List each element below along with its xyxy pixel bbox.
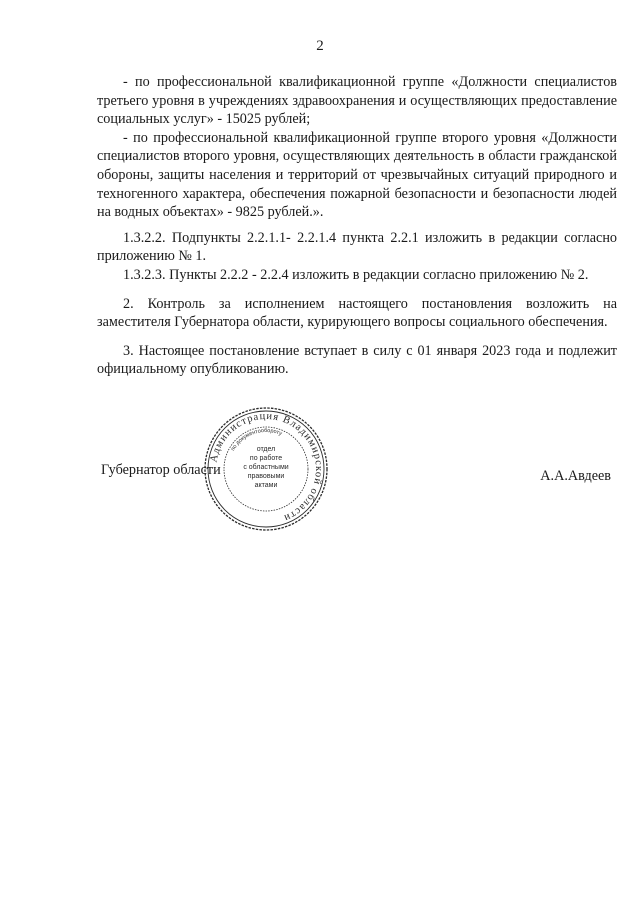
seal-inner-text: по документообороту (230, 427, 283, 453)
seal-center-line: с областными (243, 464, 289, 471)
signatory-title: Губернатор области (101, 462, 221, 478)
paragraph-1-3-2-2: 1.3.2.2. Подпункты 2.2.1.1- 2.2.1.4 пункта 2.2.1 изложить в редакции согласно приложению № 1. (97, 229, 617, 265)
document-body (97, 73, 617, 379)
paragraph-effective-date: 3. Настоящее постановление вступает в силу с 01 января 2023 года и подлежит официальному опубликованию. (97, 342, 617, 378)
signatory-name: А.А.Авдеев (540, 468, 611, 484)
paragraph-qualification-group-second-level: - по профессиональной квалификационной группе второго уровня «Должности специалистов второго уровня, осуществляющих деятельность в области гражданской обороны, защиты населения и территорий от чрезвычайных ситуаций природного и техногенного характера, обеспечения пожарной безопасности и безопасности людей на водных объектах» - 9825 рублей.». (97, 129, 617, 221)
paragraph-1-3-2-3: 1.3.2.3. Пункты 2.2.2 - 2.2.4 изложить в редакции согласно приложению № 2. (123, 266, 589, 283)
paragraph-qualification-group-third-level: - по профессиональной квалификационной группе «Должности специалистов третьего уровня в учреждениях здравоохранения и осуществляющих предоставление социальных услуг» - 15025 рублей; (97, 74, 617, 128)
seal-outer-text: Администрация Владимирской области (208, 410, 325, 524)
seal-center-line: по работе (249, 455, 283, 462)
seal-center-line: отдел (256, 446, 276, 453)
seal-center-line: правовыми (247, 473, 285, 480)
signature-block (101, 462, 611, 482)
page-number: 2 (316, 38, 324, 54)
seal-center-line: актами (254, 482, 278, 489)
paragraph-control: 2. Контроль за исполнением настоящего постановления возложить на заместителя Губернатора области, курирующего вопросы социального обеспечения. (97, 295, 617, 331)
